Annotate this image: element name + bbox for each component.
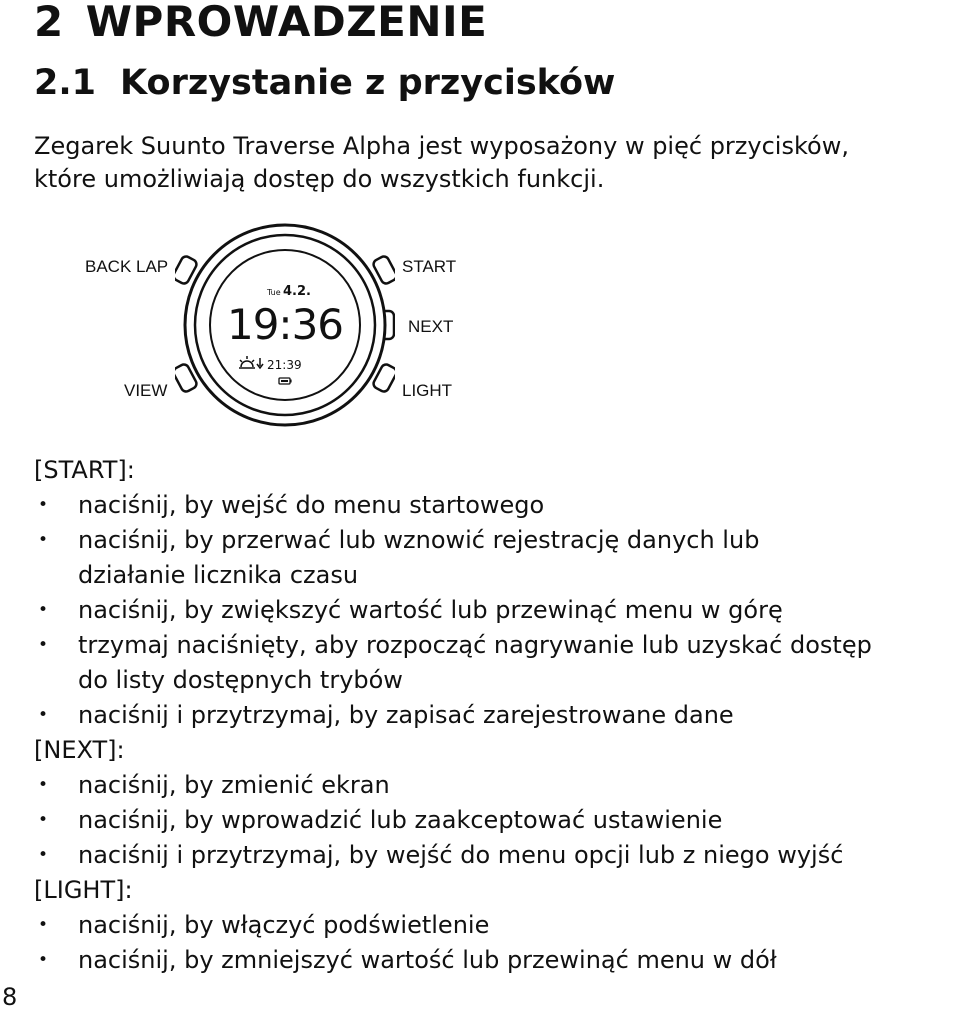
watch-buttons-figure: [0, 205, 960, 435]
section-number: 2.1: [34, 63, 97, 103]
screen-date: 4.2.: [283, 284, 311, 299]
button-section-title: [LIGHT]:: [34, 876, 133, 904]
list-item-line: • naciśnij, by zmienić ekran: [78, 771, 390, 799]
list-item-line: • naciśnij i przytrzymaj, by zapisać zarejestrowane dane: [78, 701, 734, 729]
button-function-items: [34, 488, 960, 733]
page-number: 8: [2, 983, 18, 1011]
chapter-heading: [34, 0, 487, 44]
button-function-items: [34, 908, 960, 978]
list-item: [34, 488, 960, 523]
view-label: VIEW: [124, 381, 168, 400]
list-item-line: • naciśnij, by przerwać lub wznowić rejestrację danych lub: [78, 526, 760, 554]
button-function-items: [34, 768, 960, 873]
button-functions-list: [34, 453, 960, 978]
screen-sunset-time: 21:39: [267, 358, 302, 372]
list-item: [34, 908, 960, 943]
section-heading: [34, 63, 615, 103]
intro-line: Zegarek Suunto Traverse Alpha jest wyposażony w pięć przycisków,: [34, 132, 849, 160]
list-item-line: do listy dostępnych trybów: [78, 666, 403, 694]
list-item-line: • trzymaj naciśnięty, aby rozpocząć nagrywanie lub uzyskać dostęp: [78, 631, 872, 659]
list-item-line: działanie licznika czasu: [78, 561, 359, 589]
intro-line: które umożliwiają dostęp do wszystkich funkcji.: [34, 165, 605, 193]
list-item-line: • naciśnij, by wprowadzić lub zaakceptować ustawienie: [78, 806, 723, 834]
list-item: [34, 943, 960, 978]
chapter-number: 2: [34, 0, 64, 46]
list-item-line: • naciśnij i przytrzymaj, by wejść do menu opcji lub z niego wyjść: [78, 841, 844, 869]
intro-paragraph: [34, 130, 954, 196]
button-section-title: [START]:: [34, 456, 135, 484]
list-item-line: • naciśnij, by zmniejszyć wartość lub przewinąć menu w dół: [78, 946, 777, 974]
light-label: LIGHT: [402, 381, 453, 400]
next-label: NEXT: [408, 317, 454, 336]
list-item: [34, 593, 960, 628]
list-item: [34, 523, 960, 593]
list-item: [34, 768, 960, 803]
list-item: [34, 803, 960, 838]
button-section-title: [NEXT]:: [34, 736, 125, 764]
chapter-title: WPROWADZENIE: [85, 0, 488, 46]
list-item-line: • naciśnij, by wejść do menu startowego: [78, 491, 545, 519]
list-item-line: • naciśnij, by włączyć podświetlenie: [78, 911, 490, 939]
watch-illustration: [175, 215, 395, 435]
start-label: START: [402, 257, 457, 276]
screen-time: 19:36: [226, 300, 344, 349]
screen-day: Tue: [267, 288, 281, 297]
list-item: [34, 838, 960, 873]
list-item: [34, 628, 960, 698]
back-lap-label: BACK LAP: [85, 257, 169, 276]
list-item-line: • naciśnij, by zwiększyć wartość lub przewinąć menu w górę: [78, 596, 783, 624]
section-title: Korzystanie z przycisków: [120, 63, 616, 103]
list-item: [34, 698, 960, 733]
